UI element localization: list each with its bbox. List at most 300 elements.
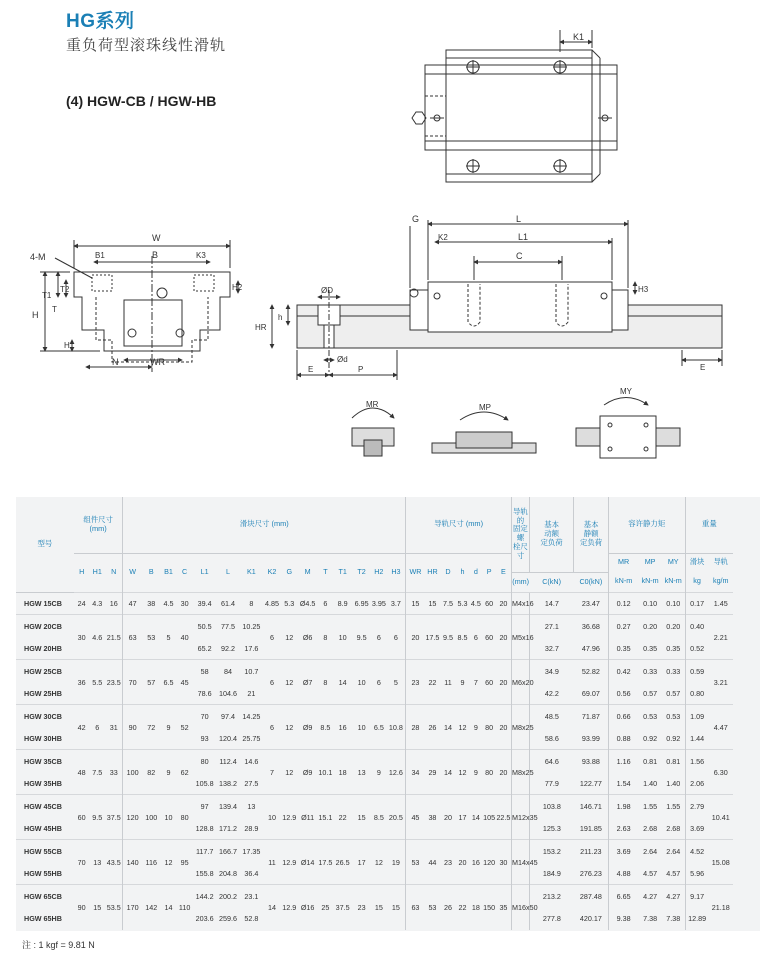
table-cell: 2.06 xyxy=(685,772,708,795)
table-cell: 22 xyxy=(333,795,352,840)
model-cell: HGW 55CB xyxy=(16,840,74,863)
table-cell: 105.8 xyxy=(195,778,214,788)
table-row xyxy=(16,705,760,728)
table-cell: 171.2 xyxy=(219,823,238,833)
table-cell: 16 xyxy=(469,840,482,885)
table-cell: 16 xyxy=(333,705,352,750)
table-cell: 3.95 xyxy=(371,592,387,615)
table-cell: 5.5 xyxy=(89,660,105,705)
table-cell: 27.5 xyxy=(244,778,259,788)
table-cell: 22 xyxy=(456,885,469,930)
table-cell: 0.10 xyxy=(638,592,661,615)
table-cell: 0.10 xyxy=(662,592,685,615)
column-header: WR xyxy=(406,553,425,592)
table-cell: 0.66 xyxy=(608,705,638,728)
table-cell: 10 xyxy=(333,615,352,660)
table-cell: 100 xyxy=(142,795,161,840)
table-cell: 52.8 xyxy=(244,913,259,923)
table-row xyxy=(16,885,760,908)
table-cell: 277.8 xyxy=(529,907,574,930)
table-cell: 128.8 xyxy=(195,823,214,833)
table-cell: 23.5 xyxy=(105,660,123,705)
table-cell: 6 xyxy=(371,660,387,705)
table-cell: 104.6 xyxy=(219,688,238,698)
table-cell: 155.8 xyxy=(195,868,214,878)
table-cell: 9.17 xyxy=(685,885,708,908)
table-cell: 70 xyxy=(74,840,90,885)
model-cell: HGW 45HB xyxy=(24,823,62,833)
table-cell: 140 xyxy=(123,840,142,885)
label-4m: 4-M xyxy=(30,252,46,262)
table-cell: 29 xyxy=(425,750,441,795)
label-k1: K1 xyxy=(573,32,585,42)
column-unit: C(kN) xyxy=(542,576,561,586)
table-cell: 95 xyxy=(176,840,193,885)
table-cell: 0.40 xyxy=(685,615,708,638)
table-cell: 60 xyxy=(483,592,496,615)
table-cell: 120 xyxy=(483,840,496,885)
table-cell: 22 xyxy=(425,660,441,705)
table-cell: M6x20 xyxy=(512,660,530,705)
header-moment: 容许静力矩 xyxy=(608,497,685,553)
table-cell: 23 xyxy=(352,885,371,930)
column-header: H2 xyxy=(374,567,384,577)
table-cell: 10 xyxy=(161,795,177,840)
table-cell: 12 xyxy=(281,615,298,660)
column-unit: kN-m xyxy=(664,576,682,586)
table-cell: 80 xyxy=(193,750,216,773)
table-cell: 45 xyxy=(406,795,425,840)
table-cell: 0.20 xyxy=(638,615,661,638)
table-cell: 20.5 xyxy=(387,795,406,840)
table-cell: 276.23 xyxy=(579,868,602,878)
table-cell: 2.68 xyxy=(666,823,681,833)
table-cell: 146.71 xyxy=(574,795,609,818)
subheader-mr: MR xyxy=(608,553,638,572)
table-cell: 12 xyxy=(371,840,387,885)
table-cell: 60 xyxy=(483,660,496,705)
table-cell: 71.87 xyxy=(574,705,609,728)
model-heading: (4) HGW-CB / HGW-HB xyxy=(66,93,217,109)
table-cell: 0.92 xyxy=(643,733,658,743)
table-cell: 4.52 xyxy=(685,840,708,863)
table-cell: 0.53 xyxy=(638,705,661,728)
table-row xyxy=(16,840,760,863)
column-header: L1 xyxy=(200,567,209,577)
table-cell: 17.5 xyxy=(425,615,441,660)
table-cell: 14.25 xyxy=(240,705,263,728)
label-mr: MR xyxy=(366,400,379,409)
table-cell: 15 xyxy=(89,885,105,930)
table-cell: 11 xyxy=(263,840,281,885)
table-cell: 6.30 xyxy=(709,750,734,795)
table-cell: 19 xyxy=(387,840,406,885)
table-cell: 13 xyxy=(240,795,263,818)
table-cell: 21.5 xyxy=(105,615,123,660)
spec-table xyxy=(16,497,760,930)
header-weight: 重量 xyxy=(685,497,733,553)
table-cell: 0.20 xyxy=(662,615,685,638)
column-header: W xyxy=(123,553,142,592)
table-cell: 139.4 xyxy=(216,795,239,818)
model-cell: HGW 25HB xyxy=(24,688,62,698)
table-cell: 6 xyxy=(263,705,281,750)
table-cell: 24 xyxy=(74,592,90,615)
table-cell: 2.79 xyxy=(685,795,708,818)
table-cell: 15.08 xyxy=(709,840,734,885)
table-cell: 26 xyxy=(425,705,441,750)
table-cell: 17.6 xyxy=(244,643,259,653)
table-cell: 23 xyxy=(406,660,425,705)
table-cell: 60 xyxy=(483,615,496,660)
table-cell: 6 xyxy=(371,615,387,660)
table-cell: 4.27 xyxy=(662,885,685,908)
table-cell: 12 xyxy=(281,705,298,750)
table-cell: 60 xyxy=(74,795,90,840)
header-rail: 导轨尺寸 (mm) xyxy=(406,497,512,553)
table-cell: 0.52 xyxy=(685,637,708,660)
table-cell: 36.68 xyxy=(574,615,609,638)
label-h3: H3 xyxy=(638,285,649,294)
table-cell: 5.3 xyxy=(281,592,298,615)
table-cell: 12.9 xyxy=(281,840,298,885)
column-header: B xyxy=(148,567,154,577)
table-cell: 25.75 xyxy=(242,733,261,743)
table-cell: 40 xyxy=(176,615,193,660)
table-cell: 1.16 xyxy=(608,750,638,773)
table-cell: 43.5 xyxy=(105,840,123,885)
table-cell: 47.96 xyxy=(581,643,600,653)
table-cell: 7 xyxy=(263,750,281,795)
table-cell: 0.92 xyxy=(666,733,681,743)
table-cell: Ø7 xyxy=(298,660,318,705)
table-cell: 13 xyxy=(89,840,105,885)
label-h-small: h xyxy=(278,313,283,322)
table-cell: 17 xyxy=(456,795,469,840)
table-cell: 6.5 xyxy=(161,660,177,705)
table-cell: 211.23 xyxy=(574,840,609,863)
table-cell: 4.57 xyxy=(643,868,658,878)
table-cell: 80 xyxy=(483,705,496,750)
table-cell: 22.5 xyxy=(496,795,512,840)
table-cell: 6.65 xyxy=(608,885,638,908)
header-bolt: 导轨的 固定螺 栓尺寸 xyxy=(512,497,530,572)
column-header: N xyxy=(111,567,117,577)
table-cell: 0.33 xyxy=(662,660,685,683)
model-cell: HGW 15CB xyxy=(16,592,74,615)
table-cell: 0.17 xyxy=(685,592,708,615)
label-g: G xyxy=(412,214,420,224)
table-cell: 4.27 xyxy=(638,885,661,908)
table-cell: 0.27 xyxy=(608,615,638,638)
table-cell: 77.5 xyxy=(216,615,239,638)
header-assembly: 组件尺寸 (mm) xyxy=(74,497,123,553)
table-cell: 28 xyxy=(406,705,425,750)
table-cell: 48 xyxy=(74,750,90,795)
table-cell: 90 xyxy=(74,885,90,930)
table-cell: 0.12 xyxy=(608,592,638,615)
table-row xyxy=(16,660,760,683)
table-cell: 0.33 xyxy=(638,660,661,683)
table-cell: 9 xyxy=(161,750,177,795)
table-cell: 14 xyxy=(333,660,352,705)
table-cell: 72 xyxy=(142,705,161,750)
label-mp: MP xyxy=(479,403,491,412)
table-cell: 1.40 xyxy=(666,778,681,788)
table-cell: 97.4 xyxy=(216,705,239,728)
table-cell: 7 xyxy=(469,660,482,705)
label-od: ØD xyxy=(321,286,333,295)
table-cell: 15.1 xyxy=(318,795,334,840)
table-cell: 2.68 xyxy=(643,823,658,833)
label-k2: K2 xyxy=(438,233,448,242)
column-unit: kN-m xyxy=(608,572,638,592)
table-cell: 14 xyxy=(469,795,482,840)
table-cell: 53 xyxy=(142,615,161,660)
table-cell: 259.6 xyxy=(219,913,238,923)
table-cell: 4.88 xyxy=(608,862,638,885)
table-cell: 0.80 xyxy=(685,682,708,705)
label-t1: T1 xyxy=(42,291,52,300)
table-cell: 6.5 xyxy=(371,705,387,750)
column-unit: kN-m xyxy=(641,576,659,586)
table-cell: 5 xyxy=(387,660,406,705)
table-cell: 100 xyxy=(123,750,142,795)
column-header: K2 xyxy=(267,567,277,577)
table-cell: 191.85 xyxy=(579,823,602,833)
table-cell: 48.5 xyxy=(529,705,574,728)
table-cell: 0.35 xyxy=(608,637,638,660)
table-cell: 0.53 xyxy=(662,705,685,728)
table-cell: 138.2 xyxy=(219,778,238,788)
table-cell: 38 xyxy=(142,592,161,615)
table-cell: 0.57 xyxy=(666,688,681,698)
table-cell: 7.5 xyxy=(89,750,105,795)
table-cell: 58.6 xyxy=(529,727,574,750)
table-cell: 9.5 xyxy=(352,615,371,660)
table-cell: 0.81 xyxy=(662,750,685,773)
subheader-my: MY xyxy=(667,557,679,567)
table-cell: 5.96 xyxy=(685,862,708,885)
table-cell: 420.17 xyxy=(579,913,602,923)
table-cell: 12.6 xyxy=(387,750,406,795)
column-header: C xyxy=(182,567,188,577)
table-cell: 20 xyxy=(440,795,456,840)
table-cell: 17.5 xyxy=(318,840,334,885)
column-header: D xyxy=(445,567,451,577)
column-header: T1 xyxy=(338,567,347,577)
model-cell: HGW 65CB xyxy=(16,885,74,908)
column-unit: kg xyxy=(685,572,708,592)
column-header: H xyxy=(79,567,85,577)
table-cell: 0.35 xyxy=(643,643,658,653)
table-cell: 15 xyxy=(371,885,387,930)
table-cell: 34.9 xyxy=(529,660,574,683)
table-cell: 23.47 xyxy=(574,592,609,615)
column-header: H3 xyxy=(391,567,401,577)
table-cell: 12 xyxy=(456,705,469,750)
moment-mr-icon xyxy=(352,408,394,456)
table-cell: 117.7 xyxy=(193,840,216,863)
table-cell: 9.5 xyxy=(440,615,456,660)
column-unit: (mm) xyxy=(512,572,530,592)
column-header: L xyxy=(226,567,231,577)
model-cell: HGW 30HB xyxy=(24,733,62,743)
table-cell: 92.2 xyxy=(221,643,236,653)
table-cell: 30 xyxy=(496,840,512,885)
table-cell: M14x45 xyxy=(512,840,530,885)
table-cell: 144.2 xyxy=(193,885,216,908)
table-cell: 0.57 xyxy=(643,688,658,698)
table-cell: 116 xyxy=(142,840,161,885)
table-cell: Ø16 xyxy=(298,885,318,930)
table-cell: 142 xyxy=(142,885,161,930)
label-n: N xyxy=(112,357,119,367)
column-header: G xyxy=(286,567,293,577)
table-cell: 45 xyxy=(176,660,193,705)
table-cell: 8.9 xyxy=(333,592,352,615)
table-cell: 3.69 xyxy=(685,817,708,840)
moment-mp-icon xyxy=(432,412,536,453)
table-cell: 20 xyxy=(456,840,469,885)
table-cell: 12 xyxy=(281,750,298,795)
table-cell: 34 xyxy=(406,750,425,795)
column-header: K1 xyxy=(247,567,256,577)
table-cell: 53 xyxy=(406,840,425,885)
table-cell: 9 xyxy=(161,705,177,750)
table-cell: Ø6 xyxy=(298,615,318,660)
table-cell: 1.55 xyxy=(638,795,661,818)
table-cell: 203.6 xyxy=(195,913,214,923)
table-cell: 200.2 xyxy=(216,885,239,908)
table-cell: 110 xyxy=(176,885,193,930)
table-row xyxy=(16,592,760,615)
table-cell: 14.6 xyxy=(240,750,263,773)
table-cell: 21 xyxy=(247,688,256,698)
table-cell: 33 xyxy=(105,750,123,795)
table-cell: 12 xyxy=(456,750,469,795)
table-cell: 14 xyxy=(161,885,177,930)
table-cell: 6 xyxy=(469,615,482,660)
table-cell: 9 xyxy=(469,750,482,795)
table-cell: 13 xyxy=(352,750,371,795)
label-b1: B1 xyxy=(95,251,105,260)
table-cell: 1.98 xyxy=(608,795,638,818)
series-subtitle: 重负荷型滚珠线性滑轨 xyxy=(66,37,227,54)
table-cell: 120 xyxy=(123,795,142,840)
table-cell: 1.45 xyxy=(709,592,734,615)
table-cell: 0.42 xyxy=(608,660,638,683)
table-cell: 15 xyxy=(352,795,371,840)
header-dynamic: 基本 动额 定负荷 xyxy=(529,497,574,572)
moment-my-icon xyxy=(576,398,680,459)
table-cell: 50.5 xyxy=(193,615,216,638)
table-cell: 14 xyxy=(440,750,456,795)
table-cell: 14 xyxy=(263,885,281,930)
table-cell: 1.55 xyxy=(662,795,685,818)
table-cell: 16 xyxy=(105,592,123,615)
label-k3: K3 xyxy=(196,251,206,260)
table-cell: 10.7 xyxy=(240,660,263,683)
table-cell: Ø14 xyxy=(298,840,318,885)
table-cell: 18 xyxy=(469,885,482,930)
table-cell: 0.56 xyxy=(608,682,638,705)
table-cell: 69.07 xyxy=(581,688,600,698)
table-cell: 21.18 xyxy=(709,885,734,930)
column-header: P xyxy=(486,567,492,577)
table-cell: 42.2 xyxy=(529,682,574,705)
label-t2: T2 xyxy=(60,285,70,294)
table-cell: 30 xyxy=(176,592,193,615)
table-cell: 28.9 xyxy=(244,823,259,833)
table-cell: 2.64 xyxy=(638,840,661,863)
table-cell: 70 xyxy=(123,660,142,705)
label-h2: H2 xyxy=(232,283,243,292)
table-cell: 0.88 xyxy=(608,727,638,750)
table-cell: 23.1 xyxy=(240,885,263,908)
label-e2: E xyxy=(700,363,706,372)
table-cell: 4.57 xyxy=(666,868,681,878)
table-cell: 3.69 xyxy=(608,840,638,863)
table-cell: 80 xyxy=(176,795,193,840)
table-cell: 7.38 xyxy=(666,913,681,923)
table-cell: Ø11 xyxy=(298,795,318,840)
table-cell: 14 xyxy=(440,705,456,750)
table-cell: 4.6 xyxy=(89,615,105,660)
table-cell: 20 xyxy=(496,660,512,705)
table-cell: 9 xyxy=(469,705,482,750)
table-cell: 20 xyxy=(496,615,512,660)
model-cell: HGW 45CB xyxy=(16,795,74,818)
column-header: E xyxy=(501,567,506,577)
top-view-drawing xyxy=(412,30,617,182)
table-cell: 47 xyxy=(123,592,142,615)
table-cell: 0.59 xyxy=(685,660,708,683)
table-cell: 90 xyxy=(123,705,142,750)
table-cell: 61.4 xyxy=(216,592,239,615)
table-row xyxy=(16,750,760,773)
table-cell: 37.5 xyxy=(105,795,123,840)
table-cell: 42 xyxy=(74,705,90,750)
table-cell: M5x16 xyxy=(512,615,530,660)
table-cell: 37.5 xyxy=(333,885,352,930)
column-header: T2 xyxy=(357,567,366,577)
label-e: E xyxy=(308,365,314,374)
column-header: HR xyxy=(427,567,438,577)
table-cell: 12.9 xyxy=(281,795,298,840)
column-unit: C0(kN) xyxy=(579,576,603,586)
table-cell: 53.5 xyxy=(105,885,123,930)
table-cell: 30 xyxy=(74,615,90,660)
footnote: 注 : 1 kgf = 9.81 N xyxy=(22,940,95,950)
table-cell: 20 xyxy=(496,750,512,795)
label-t: T xyxy=(52,305,57,314)
subheader-block-weight: 滑块 xyxy=(685,553,708,572)
table-cell: 1.40 xyxy=(643,778,658,788)
table-cell: 35 xyxy=(496,885,512,930)
table-cell: 6 xyxy=(263,615,281,660)
table-cell: 78.6 xyxy=(197,688,212,698)
table-cell: 0.81 xyxy=(638,750,661,773)
label-d-small: Ød xyxy=(337,355,348,364)
table-cell: 10.1 xyxy=(318,750,334,795)
table-cell: 204.8 xyxy=(219,868,238,878)
table-row xyxy=(16,615,760,638)
table-cell: M4x16 xyxy=(512,592,530,615)
table-cell: 6 xyxy=(318,592,334,615)
table-cell: 26 xyxy=(440,885,456,930)
table-cell: 15 xyxy=(387,885,406,930)
